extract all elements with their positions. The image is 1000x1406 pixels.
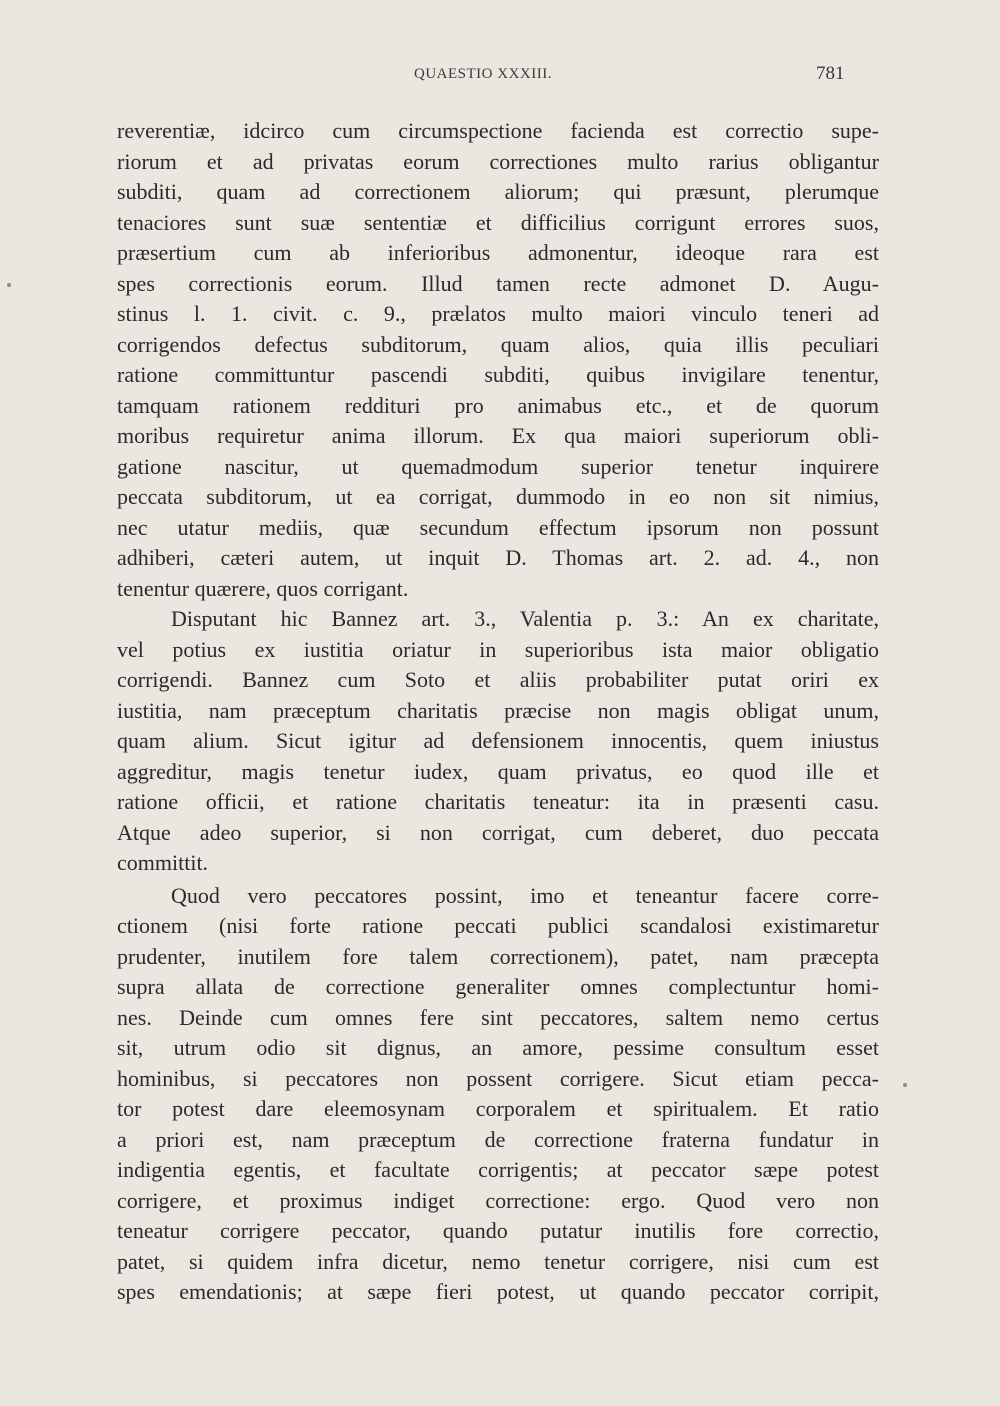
- text-line: aggreditur, magis tenetur iudex, quam privatus, eo quod ille et: [117, 758, 879, 784]
- text-line: ctionem (nisi forte ratione peccati publici scandalosi existimaretur: [117, 913, 879, 938]
- text-line: corrigere, et proximus indiget correctione: ergo. Quod vero non: [117, 1187, 879, 1213]
- text-line: vel potius ex iustitia oriatur in superioribus ista maior obligatio: [117, 636, 879, 662]
- text-line: nes. Deinde cum omnes fere sint peccatores, saltem nemo certus: [117, 1004, 879, 1030]
- text-line: corrigendos defectus subditorum, quam alios, quia illis peculiari: [117, 331, 879, 357]
- body-text: [117, 116, 879, 1308]
- text-line: præsertium cum ab inferioribus admonentur, ideoque rara est: [117, 240, 879, 265]
- text-line: teneatur corrigere peccator, quando putatur inutilis fore correctio,: [117, 1218, 879, 1243]
- text-line: corrigendi. Bannez cum Soto et aliis probabiliter putat oriri ex: [117, 667, 879, 692]
- text-line: adhiberi, cæteri autem, ut inquit D. Thomas art. 2. ad. 4., non: [117, 545, 879, 570]
- text-line: peccata subditorum, ut ea corrigat, dummodo in eo non sit nimius,: [117, 484, 879, 509]
- text-line: moribus requiretur anima illorum. Ex qua maiori superiorum obli-: [117, 423, 879, 448]
- text-line: supra allata de correctione generaliter omnes complectuntur homi-: [117, 974, 879, 999]
- text-line: stinus l. 1. civit. c. 9., prælatos multo maiori vinculo teneri ad: [117, 301, 879, 326]
- text-line: tenentur quærere, quos corrigant.: [117, 575, 409, 601]
- text-line: prudenter, inutilem fore talem correctionem), patet, nam præcepta: [117, 943, 879, 969]
- text-line: tenaciores sunt suæ sententiæ et difficilius corrigunt errores suos,: [117, 209, 879, 235]
- text-line: hominibus, si peccatores non possent corrigere. Sicut etiam pecca-: [117, 1065, 879, 1091]
- running-title: QUAESTIO XXXIII.: [414, 66, 552, 82]
- scan-speck: [7, 283, 11, 287]
- text-line: subditi, quam ad correctionem aliorum; qui præsunt, plerumque: [117, 179, 879, 204]
- text-line: committit.: [117, 850, 209, 875]
- text-line: reverentiæ, idcirco cum circumspectione facienda est correctio supe-: [117, 118, 879, 143]
- text-line: spes correctionis eorum. Illud tamen recte admonet D. Augu-: [117, 270, 879, 296]
- running-head: [0, 63, 1000, 96]
- text-line: sit, utrum odio sit dignus, an amore, pessime consultum esset: [117, 1035, 879, 1060]
- paragraph-start-line: Disputant hic Bannez art. 3., Valentia p. 3.: An ex charitate,: [171, 606, 879, 631]
- text-line: Atque adeo superior, si non corrigat, cum deberet, duo peccata: [117, 819, 879, 845]
- text-line: patet, si quidem infra dicetur, nemo tenetur corrigere, nisi cum est: [117, 1248, 879, 1274]
- text-line: spes emendationis; at sæpe fieri potest, ut quando peccator corripit,: [117, 1279, 879, 1304]
- text-line: a priori est, nam præceptum de correctione fraterna fundatur in: [117, 1126, 879, 1152]
- text-line: tamquam rationem reddituri pro animabus etc., et de quorum: [117, 392, 879, 418]
- text-line: iustitia, nam præceptum charitatis præcise non magis obligat unum,: [117, 697, 879, 723]
- text-line: gatione nascitur, ut quemadmodum superior tenetur inquirere: [117, 453, 879, 479]
- text-line: riorum et ad privatas eorum correctiones multo rarius obligantur: [117, 148, 879, 174]
- text-line: ratione officii, et ratione charitatis teneatur: ita in præsenti casu.: [117, 789, 879, 814]
- text-line: quam alium. Sicut igitur ad defensionem innocentis, quem iniustus: [117, 728, 879, 753]
- text-line: nec utatur mediis, quæ secundum effectum ipsorum non possunt: [117, 514, 879, 540]
- text-line: tor potest dare eleemosynam corporalem et spiritualem. Et ratio: [117, 1096, 879, 1121]
- scan-speck: [903, 1083, 907, 1087]
- text-line: indigentia egentis, et facultate corrigentis; at peccator sæpe potest: [117, 1157, 879, 1182]
- text-line: ratione committuntur pascendi subditi, quibus invigilare tenentur,: [117, 362, 879, 387]
- paragraph-start-line: Quod vero peccatores possint, imo et teneantur facere corre-: [171, 882, 879, 908]
- page-number: 781: [816, 63, 845, 84]
